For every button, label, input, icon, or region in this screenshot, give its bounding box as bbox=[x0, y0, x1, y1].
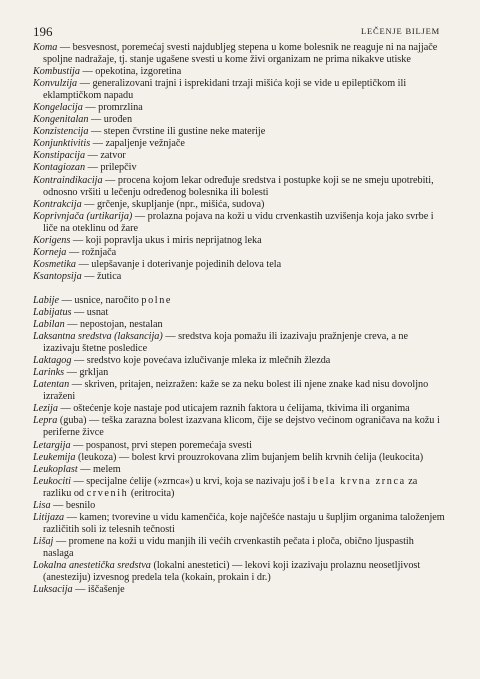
entry-term: Leukemija bbox=[33, 451, 76, 463]
entry-term: Lišaj bbox=[33, 535, 54, 547]
entry-term: Latentan bbox=[33, 379, 70, 391]
glossary-entry bbox=[33, 536, 445, 560]
entry-term: Lokalna anestetička sredstva bbox=[33, 559, 151, 571]
entry-emphasis: polne bbox=[141, 294, 173, 306]
entry-term: Labilan bbox=[33, 319, 65, 331]
entry-definition: — oštećenje koje nastaje pod uticajem raznih faktora u ćelijama, tkivima ili organima bbox=[57, 403, 410, 415]
glossary-entry bbox=[33, 78, 445, 102]
glossary-entry bbox=[33, 271, 445, 283]
entry-term: Konstipacija bbox=[33, 150, 86, 162]
entry-term: Kosmetika bbox=[33, 258, 77, 270]
glossary-entry bbox=[33, 42, 445, 66]
page-header bbox=[33, 24, 440, 40]
entry-definition: — besvesnost, poremećaj svesti najdubljeg stepena u kome bolesnik ne reaguje ni na najjače spoljne nadražaje, tj. stanje ugašene svesti u kome živi organizam ne prima nikakve utiske bbox=[43, 42, 438, 66]
glossary-entry bbox=[33, 247, 445, 259]
page-number: 196 bbox=[33, 24, 53, 39]
glossary-entry bbox=[33, 452, 445, 464]
entry-definition: — melem bbox=[77, 463, 121, 475]
entry-definition: — zatvor bbox=[85, 150, 126, 162]
entry-definition: — rožnjača bbox=[66, 246, 117, 258]
glossary-entry bbox=[33, 500, 445, 512]
entry-term: Konvulzija bbox=[33, 78, 78, 90]
entry-term: Labije bbox=[33, 294, 60, 306]
entry-term: Ksantopsija bbox=[33, 270, 82, 282]
glossary-entry bbox=[33, 295, 445, 307]
entry-term: Lezija bbox=[33, 403, 58, 415]
entry-term: Labijatus bbox=[33, 306, 72, 318]
glossary-entry bbox=[33, 138, 445, 150]
entry-definition: — grkljan bbox=[64, 367, 109, 379]
entry-definition: — besnilo bbox=[50, 499, 96, 511]
entry-term: Kongelacija bbox=[33, 102, 83, 114]
glossary-entry bbox=[33, 307, 445, 319]
glossary-entry bbox=[33, 440, 445, 452]
entry-term: Koprivnjača (urtikarija) bbox=[33, 210, 133, 222]
entry-term: Laktagog bbox=[33, 355, 72, 367]
glossary-entry bbox=[33, 175, 445, 199]
entry-definition: — sredstva koja pomažu ili izazivaju pražnjenje creva, a ne izazivaju štetne posledice bbox=[43, 331, 409, 355]
entry-definition: — grčenje, skupljanje (npr., mišića, sudova) bbox=[81, 198, 265, 210]
entry-emphasis: bela krvna zrnca bbox=[312, 475, 406, 487]
entry-definition: — kamen; tvorevine u vidu kamenčića, koje najčešće nastaju u šupljim organima taloženjem različitih soli iz telesnih tečnosti bbox=[43, 511, 445, 535]
glossary-entry bbox=[33, 211, 445, 235]
entry-term: Konzistencija bbox=[33, 126, 89, 138]
entry-definition: — ulepšavanje i doterivanje pojedinih delova tela bbox=[76, 258, 282, 270]
entry-term: Litijaza bbox=[33, 511, 65, 523]
entry-term: Lepra bbox=[33, 415, 58, 427]
glossary-entries bbox=[33, 42, 445, 596]
entry-term: Kombustija bbox=[33, 66, 80, 78]
glossary-entry bbox=[33, 464, 445, 476]
glossary-entry bbox=[33, 66, 445, 78]
entry-definition: — usnat bbox=[71, 306, 109, 318]
glossary-entry bbox=[33, 403, 445, 415]
entry-definition: — iščašenje bbox=[72, 584, 125, 596]
entry-term: Larinks bbox=[33, 367, 65, 379]
entry-term: Kontraindikacija bbox=[33, 174, 103, 186]
glossary-entry bbox=[33, 114, 445, 126]
glossary-entry bbox=[33, 259, 445, 271]
glossary-entry bbox=[33, 355, 445, 367]
entry-definition: — promene na koži u vidu manjih ili većih crvenkastih pečata i ploča, obično ljuspastih naslaga bbox=[43, 535, 414, 559]
glossary-entry bbox=[33, 512, 445, 536]
entry-term: Laksantna sredstva (laksancija) bbox=[33, 331, 163, 343]
glossary-entry bbox=[33, 584, 445, 596]
entry-definition: — zapaljenje vežnjače bbox=[90, 138, 185, 150]
entry-term: Leukociti bbox=[33, 475, 71, 487]
glossary-entry bbox=[33, 415, 445, 439]
glossary-entry bbox=[33, 319, 445, 331]
entry-definition: za razliku od bbox=[43, 475, 418, 499]
entry-term: Letargija bbox=[33, 439, 71, 451]
entry-term: Kontagiozan bbox=[33, 162, 86, 174]
glossary-entry bbox=[33, 150, 445, 162]
entry-definition: — generalizovani trajni i isprekidani trzaji mišića koji se vide u epileptičkom ili eklamptičkom napadu bbox=[43, 78, 407, 102]
entry-definition: — prolazna pojava na koži u vidu crvenkastih uzvišenja koja jako svrbe i liče na oteklinu od žare bbox=[43, 210, 434, 234]
entry-definition: — opekotina, izgoretina bbox=[79, 66, 182, 78]
entry-term: Lisa bbox=[33, 499, 51, 511]
entry-definition: (guba) — teška zarazna bolest izazvana klicom, čije se dejstvo većinom ograničava na kožu i periferne živce bbox=[43, 415, 440, 439]
entry-definition: — stepen čvrstine ili gustine neke materije bbox=[88, 126, 266, 138]
entry-term: Kongenitalan bbox=[33, 114, 89, 126]
glossary-entry bbox=[33, 126, 445, 138]
glossary-entry bbox=[33, 476, 445, 500]
running-title: LEČENJE BILJEM bbox=[361, 26, 440, 36]
glossary-entry bbox=[33, 235, 445, 247]
entry-term: Koma bbox=[33, 42, 58, 53]
entry-definition: — žutica bbox=[81, 270, 122, 282]
entry-definition: (lokalni anestetici) — lekovi koji izazivaju prolaznu neosetljivost (anesteziju) izvesnog predela tela (kokain, prokain i dr.) bbox=[43, 559, 421, 584]
entry-emphasis: crvenih bbox=[86, 487, 129, 499]
entry-definition: — koji popravlja ukus i miris neprijatnog leka bbox=[70, 234, 262, 246]
glossary-entry bbox=[33, 560, 445, 584]
entry-definition: — nepostojan, nestalan bbox=[64, 319, 163, 331]
entry-definition: — urođen bbox=[88, 114, 133, 126]
entry-term: Luksacija bbox=[33, 584, 73, 596]
entry-definition: — promrzlina bbox=[82, 102, 143, 114]
entry-definition: — skriven, pritajen, neizražen: kaže se za neku bolest ili njene znake kad nisu dovoljno izraženi bbox=[43, 379, 429, 403]
entry-term: Korigens bbox=[33, 234, 71, 246]
entry-definition: (leukoza) — bolest krvi prouzrokovana zlim bujanjem belih krvnih ćelija (leukocita) bbox=[75, 451, 424, 463]
entry-definition: — pospanost, prvi stepen poremećaja svesti bbox=[70, 439, 252, 451]
glossary-entry bbox=[33, 102, 445, 114]
entry-definition: — prilepčiv bbox=[85, 162, 137, 174]
section-gap bbox=[33, 283, 445, 295]
entry-term: Konjunktivitis bbox=[33, 138, 91, 150]
entry-definition: — procena kojom lekar određuje sredstva i postupke koji se ne smeju upotrebiti, odnosno vršiti u lečenju određenog bolesnika ili bolesti bbox=[43, 174, 434, 198]
glossary-entry bbox=[33, 331, 445, 355]
entry-definition: — sredstvo koje povećava izlučivanje mleka iz mlečnih žlezda bbox=[71, 355, 331, 367]
entry-definition: — specijalne ćelije (»zrnca«) u krvi, koja se nazivaju još i bbox=[70, 475, 313, 487]
entry-definition: — usnice, naročito bbox=[59, 294, 142, 306]
glossary-entry bbox=[33, 162, 445, 174]
entry-term: Korneja bbox=[33, 246, 67, 258]
entry-definition: (eritrocita) bbox=[128, 487, 175, 499]
glossary-entry bbox=[33, 367, 445, 379]
entry-term: Leukoplast bbox=[33, 463, 78, 475]
entry-term: Kontrakcija bbox=[33, 198, 82, 210]
glossary-entry bbox=[33, 379, 445, 403]
glossary-entry bbox=[33, 199, 445, 211]
